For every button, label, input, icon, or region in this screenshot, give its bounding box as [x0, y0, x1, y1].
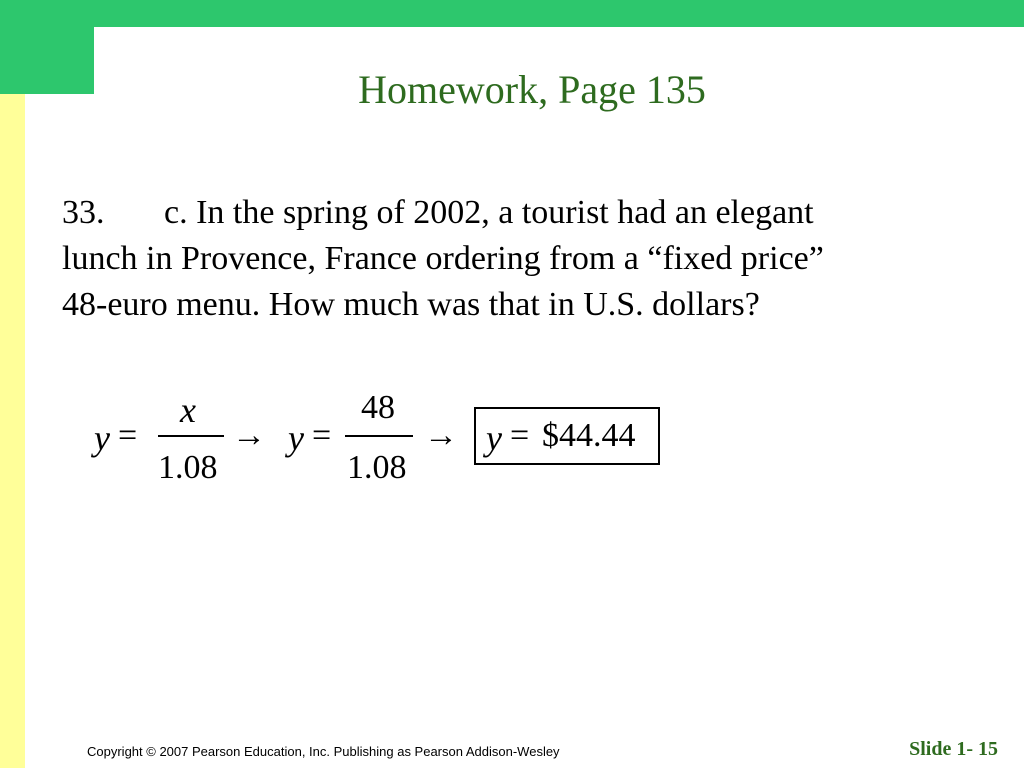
eq-frac1-numerator: x: [180, 390, 196, 430]
eq-frac2-bar: [345, 435, 413, 437]
eq-equals-1: =: [118, 417, 138, 454]
eq-frac1-denominator: 1.08: [158, 449, 218, 486]
problem-number: 33.: [62, 194, 105, 231]
problem-line-1-text: c. In the spring of 2002, a tourist had an elegant: [164, 194, 814, 231]
eq-frac2-numerator: 48: [361, 389, 395, 426]
slide-title: Homework, Page 135: [358, 67, 706, 112]
slide-number: Slide 1- 15: [909, 738, 998, 760]
eq-y-3: y: [486, 418, 502, 458]
eq-y-1: y: [94, 418, 110, 458]
answer-value: $44.44: [542, 417, 636, 454]
footer-copyright: Copyright © 2007 Pearson Education, Inc. Publishing as Pearson Addison-Wesley: [87, 744, 560, 759]
eq-frac1-bar: [158, 435, 224, 437]
problem-line-2: lunch in Provence, France ordering from a “fixed price”: [62, 240, 824, 277]
eq-y-2: y: [288, 418, 304, 458]
eq-equals-2: =: [312, 417, 332, 454]
eq-frac2-denominator: 1.08: [347, 449, 407, 486]
arrow-icon: →: [232, 417, 266, 454]
problem-line-3: 48-euro menu. How much was that in U.S. dollars?: [62, 286, 760, 323]
eq-equals-3: =: [510, 417, 530, 454]
arrow-icon-2: →: [424, 417, 458, 454]
